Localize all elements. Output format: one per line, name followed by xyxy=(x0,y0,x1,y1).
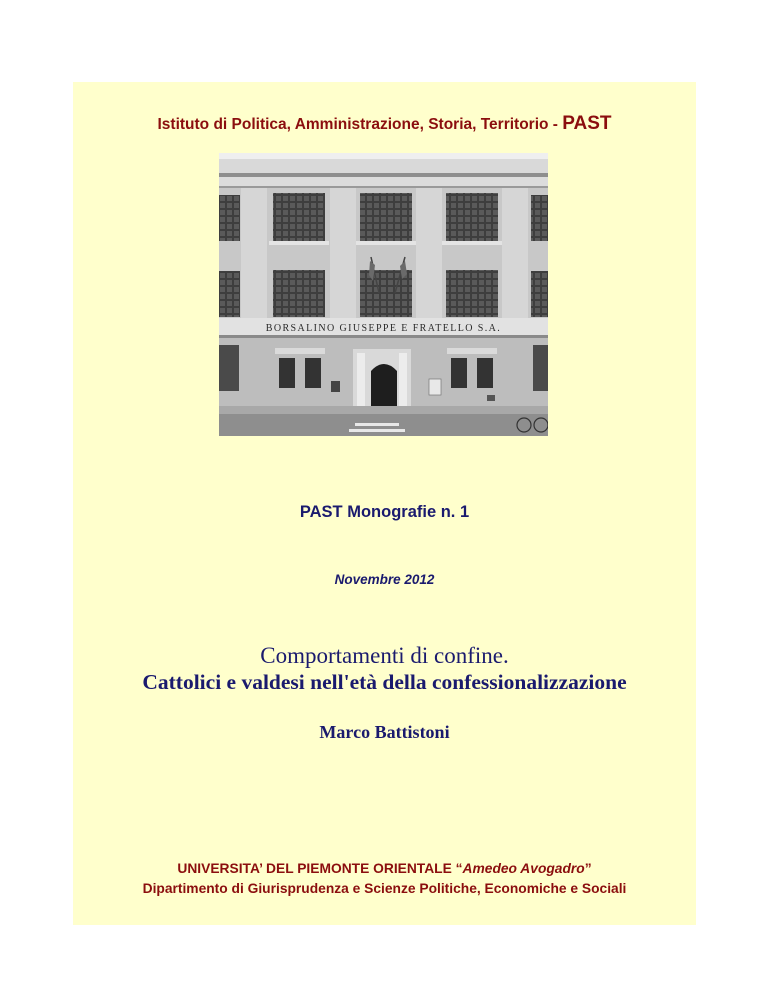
institute-name: Istituto di Politica, Amministrazione, Storia, Territorio - xyxy=(157,116,563,133)
department-line: Dipartimento di Giurisprudenza e Scienze Politiche, Economiche e Sociali xyxy=(142,881,627,896)
title-line-2: Cattolici e valdesi nell'età della confessionalizzazione xyxy=(142,670,627,694)
institute-acronym: PAST xyxy=(562,113,612,134)
university-suffix: ” xyxy=(584,861,592,876)
title-line-1: Comportamenti di confine. xyxy=(260,643,509,668)
series-label: PAST Monografie n. 1 xyxy=(299,503,470,521)
facade-sign: BORSALINO GIUSEPPE E FRATELLO S.A. xyxy=(265,323,502,334)
author-name: Marco Battistoni xyxy=(319,722,450,742)
publication-date: Novembre 2012 xyxy=(334,572,435,587)
cover-page xyxy=(73,82,696,925)
university-prefix: UNIVERSITA’ DEL PIEMONTE ORIENTALE “ xyxy=(177,861,463,876)
university-name: Amedeo Avogadro xyxy=(462,861,585,876)
building-photo xyxy=(219,153,548,436)
book-title xyxy=(73,642,696,696)
institute-heading xyxy=(73,113,696,135)
university-line xyxy=(73,861,696,876)
